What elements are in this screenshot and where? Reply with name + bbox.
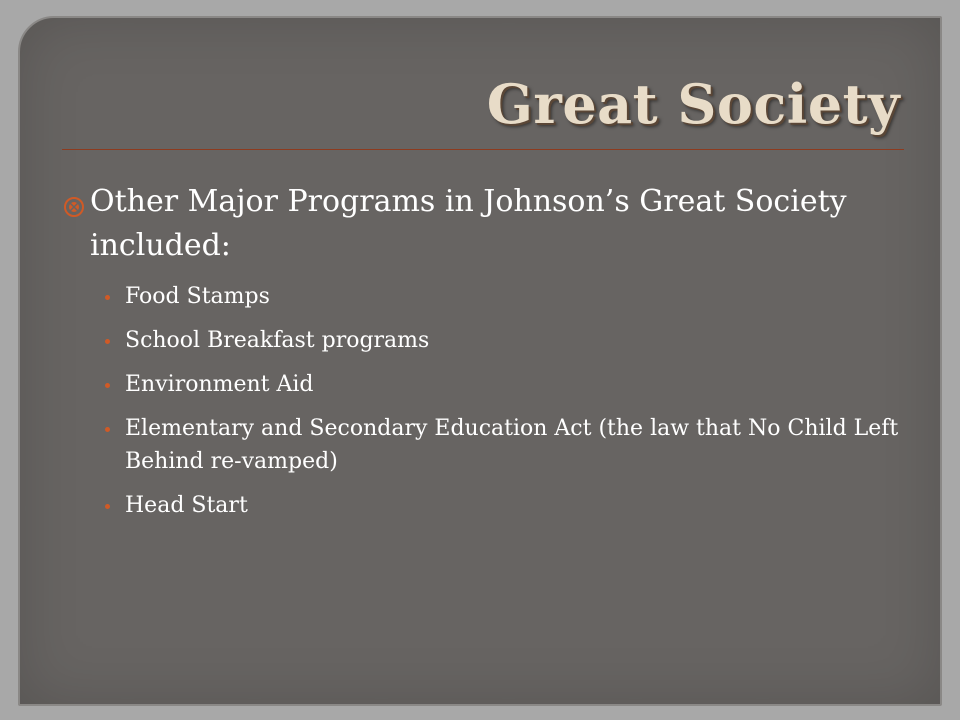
- bullet-dot-icon: [105, 383, 110, 388]
- list-item-text: Elementary and Secondary Education Act (the law that No Child Left Behind re-vamped): [125, 416, 899, 474]
- slide-title: Great Society: [486, 72, 900, 136]
- bullet-dot-icon: [105, 504, 110, 509]
- list-item-text: Environment Aid: [125, 372, 314, 397]
- bullet-dot-icon: [105, 339, 110, 344]
- circled-bullet-icon: [63, 196, 85, 218]
- title-divider: [62, 149, 904, 150]
- list-item: [105, 368, 903, 401]
- list-item-text: Head Start: [125, 493, 248, 518]
- main-bullet: [63, 180, 903, 268]
- list-item: [105, 489, 903, 522]
- list-item: [105, 324, 903, 357]
- slide-content: [63, 180, 903, 533]
- list-item: [105, 280, 903, 313]
- list-item: [105, 412, 903, 478]
- bullet-dot-icon: [105, 427, 110, 432]
- main-bullet-text: Other Major Programs in Johnson’s Great Society included:: [90, 184, 847, 263]
- sub-bullet-list: [105, 280, 903, 522]
- list-item-text: School Breakfast programs: [125, 328, 430, 353]
- list-item-text: Food Stamps: [125, 284, 270, 309]
- bullet-dot-icon: [105, 295, 110, 300]
